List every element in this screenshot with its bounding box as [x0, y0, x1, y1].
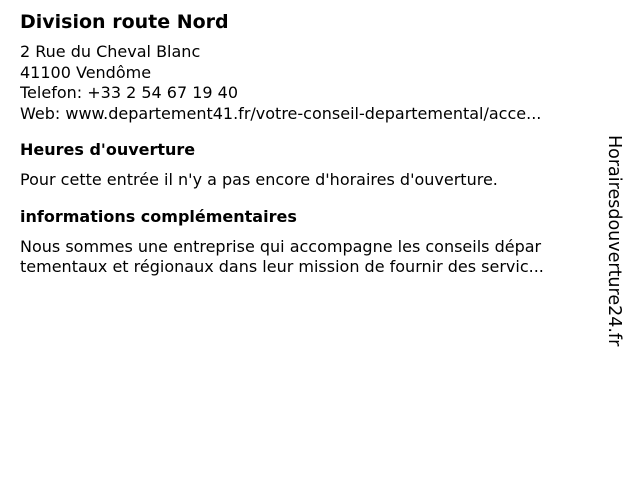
- additional-info-text: [20, 237, 605, 278]
- opening-hours-heading: Heures d'ouverture: [20, 140, 196, 159]
- phone-number[interactable]: Telefon: +33 2 54 67 19 40: [20, 83, 239, 102]
- city-postal-code: 41100 Vendôme: [20, 62, 152, 82]
- business-card: [20, 10, 605, 278]
- opening-hours-text: Pour cette entrée il n'y a pas encore d'horaires d'ouverture.: [20, 170, 498, 189]
- street-address: 2 Rue du Cheval Blanc: [20, 42, 201, 61]
- website-label: Web:: [20, 103, 66, 123]
- additional-info-line-1: Nous sommes une entreprise qui accompagne les conseils dépar: [20, 236, 542, 256]
- additional-info-heading: informations complémentaires: [20, 206, 297, 226]
- site-watermark: Horairesdouverture24.fr: [604, 135, 624, 347]
- website-line: [20, 104, 605, 125]
- additional-info-line-2: tementaux et régionaux dans leur mission de fournir des servic...: [20, 257, 544, 276]
- page-title: Division route Nord: [20, 11, 229, 33]
- website-link[interactable]: www.departement41.fr/votre-conseil-departemental/acce...: [65, 103, 542, 123]
